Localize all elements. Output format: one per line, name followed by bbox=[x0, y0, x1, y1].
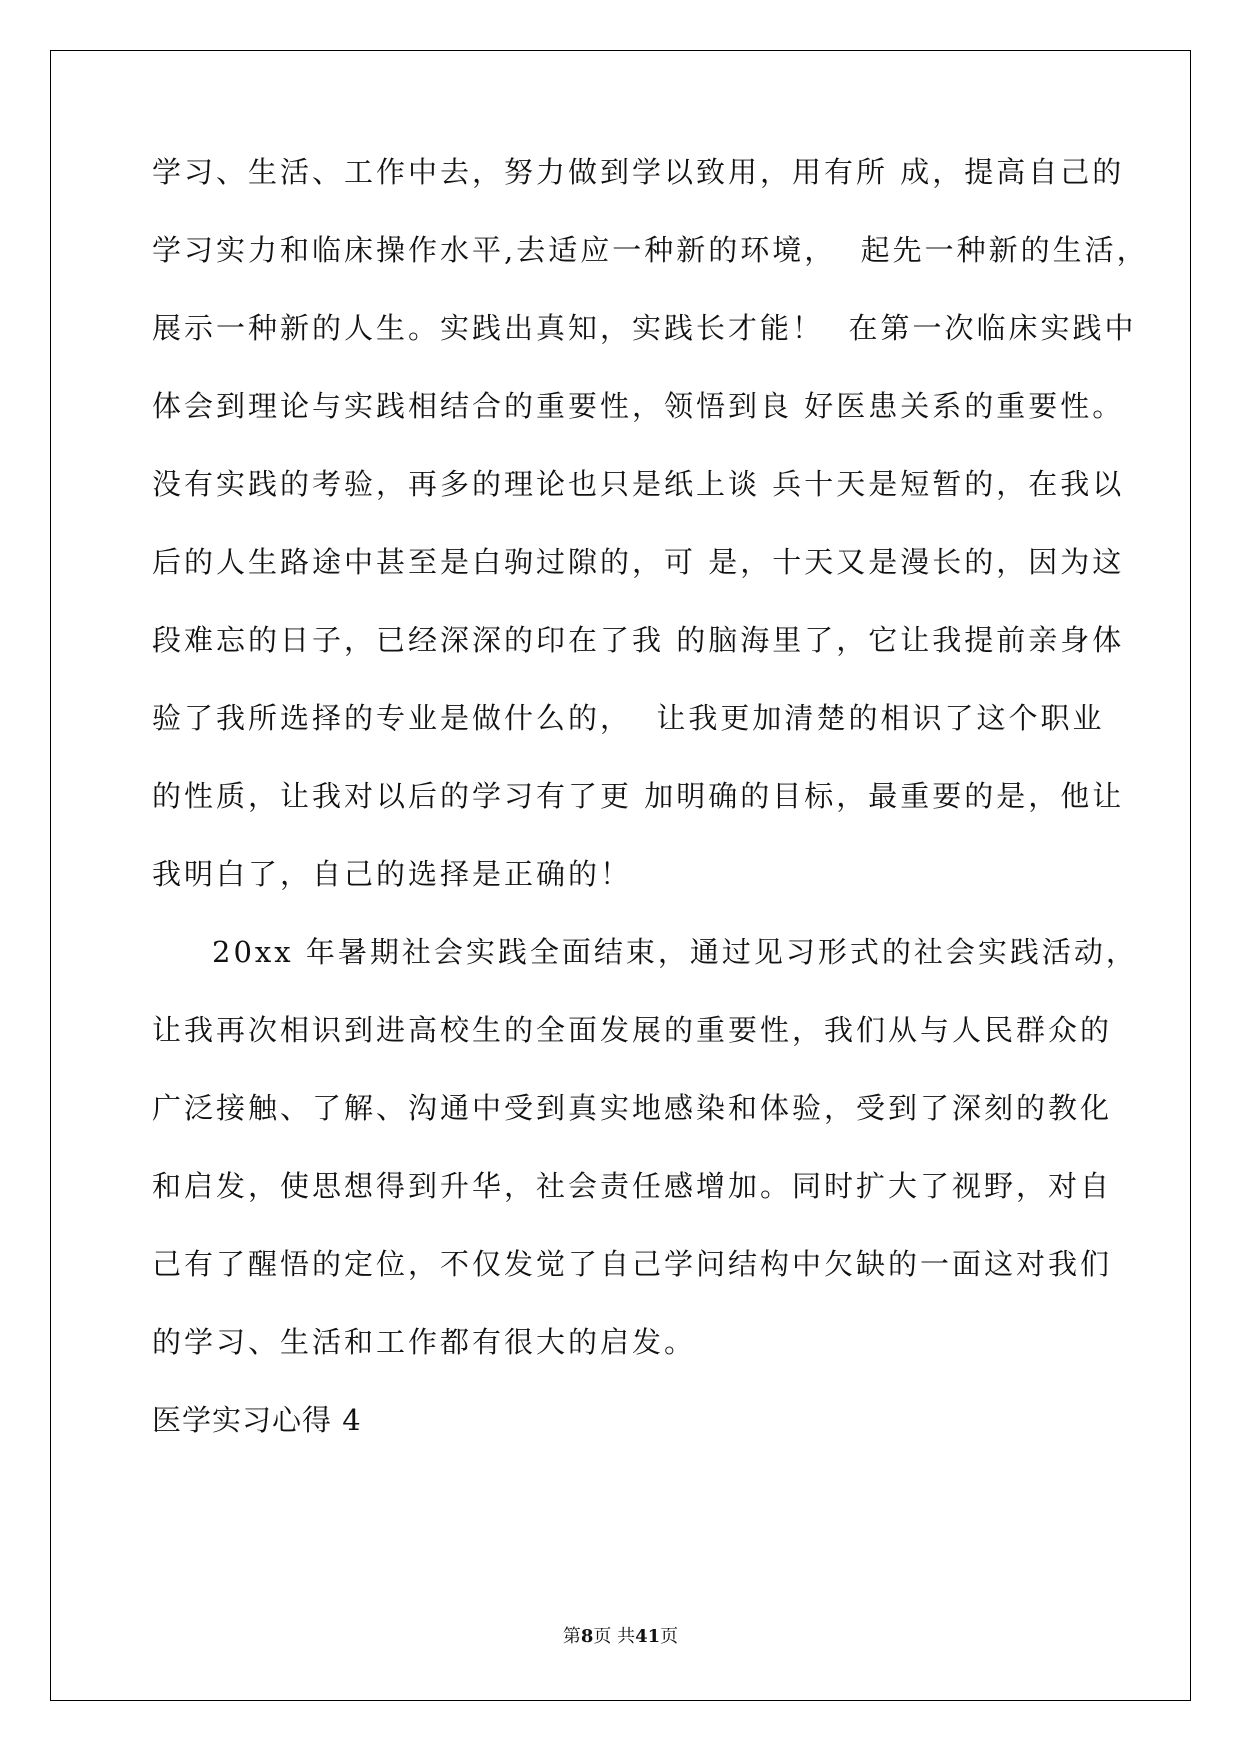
section-heading: 医学实习心得 4 bbox=[152, 1403, 362, 1437]
text-line: 体会到理论与实践相结合的重要性，领悟到良 好医患关系的重要性。 bbox=[152, 389, 1125, 423]
text-line: 后的人生路途中甚至是白驹过隙的，可 是，十天又是漫长的，因为这 bbox=[152, 545, 1125, 579]
footer-suffix: 页 bbox=[660, 1626, 679, 1647]
text-line: 段难忘的日子，已经深深的印在了我 的脑海里了，它让我提前亲身体 bbox=[152, 623, 1125, 657]
footer-prefix: 第 bbox=[562, 1626, 581, 1647]
text-line: 展示一种新的人生。实践出真知，实践长才能！ 在第一次临床实践中 bbox=[152, 311, 1137, 345]
text-line: 的学习、生活和工作都有很大的启发。 bbox=[152, 1325, 697, 1359]
text-line: 20xx 年暑期社会实践全面结束，通过见习形式的社会实践活动， bbox=[212, 935, 1138, 969]
text-line: 的性质，让我对以后的学习有了更 加明确的目标，最重要的是，他让 bbox=[152, 779, 1125, 813]
text-line: 我明白了，自己的选择是正确的！ bbox=[152, 857, 633, 891]
text-line: 广泛接触、了解、沟通中受到真实地感染和体验，受到了深刻的教化 bbox=[152, 1091, 1113, 1125]
total-page-count: 41 bbox=[635, 1626, 661, 1647]
page-footer bbox=[0, 1622, 1241, 1648]
text-line: 己有了醒悟的定位，不仅发觉了自己学问结构中欠缺的一面这对我们 bbox=[152, 1247, 1113, 1281]
text-line: 没有实践的考验，再多的理论也只是纸上谈 兵十天是短暂的，在我以 bbox=[152, 467, 1125, 501]
text-line: 学习、生活、工作中去，努力做到学以致用，用有所 成，提高自己的 bbox=[152, 155, 1125, 189]
text-line: 验了我所选择的专业是做什么的， 让我更加清楚的相识了这个职业 bbox=[152, 701, 1105, 735]
footer-mid: 页 共 bbox=[593, 1626, 636, 1647]
text-line: 和启发，使思想得到升华，社会责任感增加。同时扩大了视野，对自 bbox=[152, 1169, 1113, 1203]
text-line: 学习实力和临床操作水平,去适应一种新的环境， 起先一种新的生活， bbox=[152, 233, 1149, 267]
text-line: 让我再次相识到进高校生的全面发展的重要性，我们从与人民群众的 bbox=[152, 1013, 1113, 1047]
current-page-number: 8 bbox=[580, 1626, 594, 1647]
